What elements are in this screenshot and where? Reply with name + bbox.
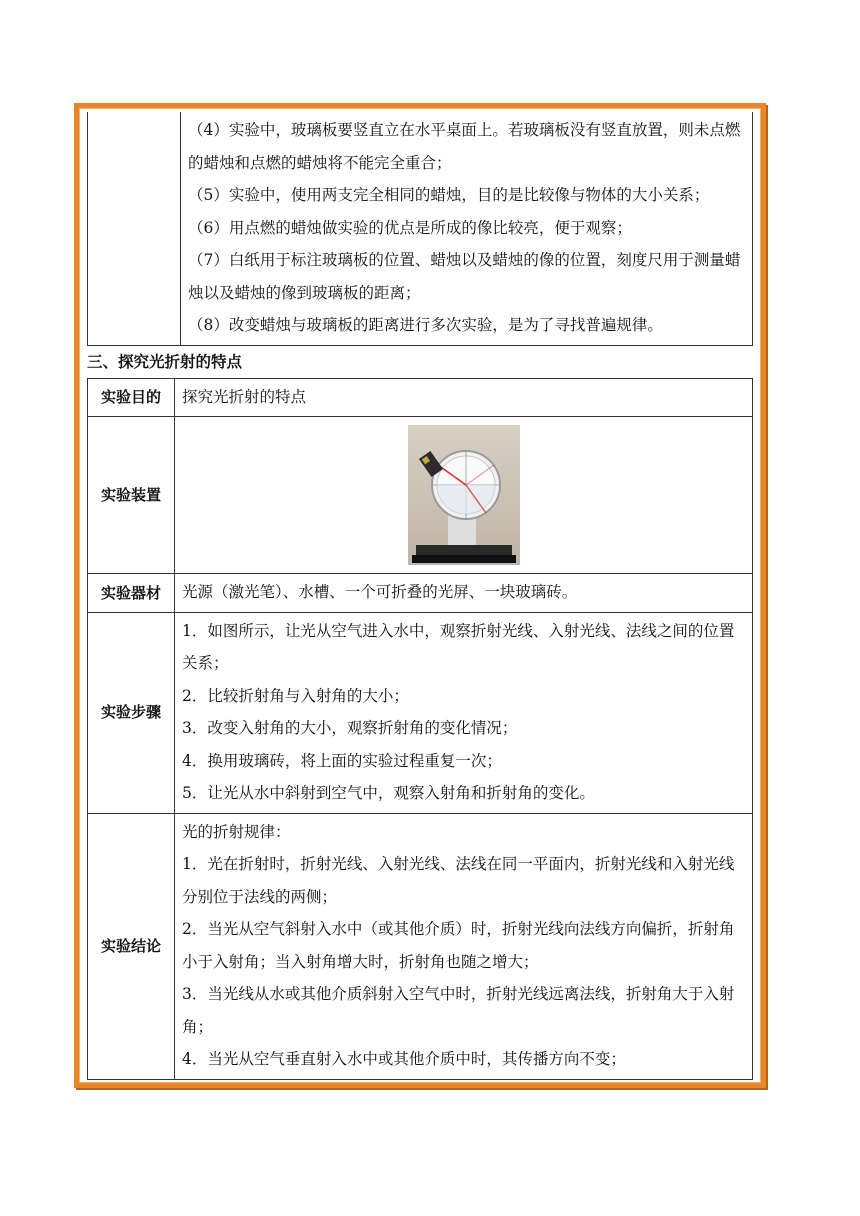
purpose-row xyxy=(88,378,753,417)
conclusion-label: 实验结论 xyxy=(88,813,175,1079)
conclusion-item: 1．光在折射时，折射光线、入射光线、法线在同一平面内，折射光线和入射光线分别位于法线的两侧； xyxy=(182,855,735,906)
apparatus-row xyxy=(88,417,753,574)
conclusion-item: 2．当光从空气斜射入水中（或其他介质）时，折射光线向法线方向偏折，折射角小于入射角；当入射角增大时，折射角也随之增大； xyxy=(182,920,735,971)
steps-cell xyxy=(175,612,753,813)
conclusion-row xyxy=(88,813,753,1079)
steps-row xyxy=(88,612,753,813)
step-item: 3．改变入射角的大小，观察折射角的变化情况； xyxy=(182,719,518,737)
materials-text: 光源（激光笔）、水槽、一个可折叠的光屏、一块玻璃砖。 xyxy=(175,574,753,613)
note-item: （8）改变蜡烛与玻璃板的距离进行多次实验，是为了寻找普遍规律。 xyxy=(188,316,663,334)
purpose-text: 探究光折射的特点 xyxy=(175,378,753,417)
refraction-experiment-table xyxy=(87,378,753,1080)
conclusion-item: 4．当光从空气垂直射入水中或其他介质中时，其传播方向不变； xyxy=(182,1050,626,1068)
apparatus-label: 实验装置 xyxy=(88,417,175,574)
steps-label: 实验步骤 xyxy=(88,612,175,813)
step-item: 2．比较折射角与入射角的大小； xyxy=(182,686,409,705)
page-frame xyxy=(74,103,766,1088)
materials-row xyxy=(88,574,753,613)
step-item: 4．换用玻璃砖，将上面的实验过程重复一次； xyxy=(182,751,502,770)
purpose-label: 实验目的 xyxy=(88,378,175,417)
previous-notes-cell xyxy=(181,112,753,345)
previous-experiment-table xyxy=(87,112,753,346)
note-item: （4）实验中，玻璃板要竖直立在水平桌面上。若玻璃板没有竖直放置，则未点燃的蜡烛和点燃的蜡烛将不能完全重合； xyxy=(188,121,741,172)
refraction-apparatus-photo xyxy=(408,425,520,565)
conclusion-item: 3．当光线从水或其他介质斜射入空气中时，折射光线远离法线，折射角大于入射角； xyxy=(182,985,735,1036)
note-item: （5）实验中，使用两支完全相同的蜡烛，目的是比较像与物体的大小关系； xyxy=(188,186,710,204)
apparatus-photo-cell xyxy=(175,417,753,574)
conclusion-cell xyxy=(175,813,753,1079)
content-area xyxy=(87,112,753,1080)
step-item: 1．如图所示，让光从空气进入水中，观察折射光线、入射光线、法线之间的位置关系； xyxy=(182,621,735,672)
step-item: 5．让光从水中斜射到空气中，观察入射角和折射角的变化。 xyxy=(182,784,595,802)
note-item: （6）用点燃的蜡烛做实验的优点是所成的像比较亮，便于观察； xyxy=(188,218,632,237)
materials-label: 实验器材 xyxy=(88,574,175,613)
note-item: （7）白纸用于标注玻璃板的位置、蜡烛以及蜡烛的像的位置，刻度尺用于测量蜡烛以及蜡烛的像到玻璃板的距离； xyxy=(188,251,741,302)
conclusion-intro: 光的折射规律： xyxy=(182,822,291,841)
empty-label-cell xyxy=(88,112,181,345)
section-heading: 三、探究光折射的特点 xyxy=(87,352,243,371)
